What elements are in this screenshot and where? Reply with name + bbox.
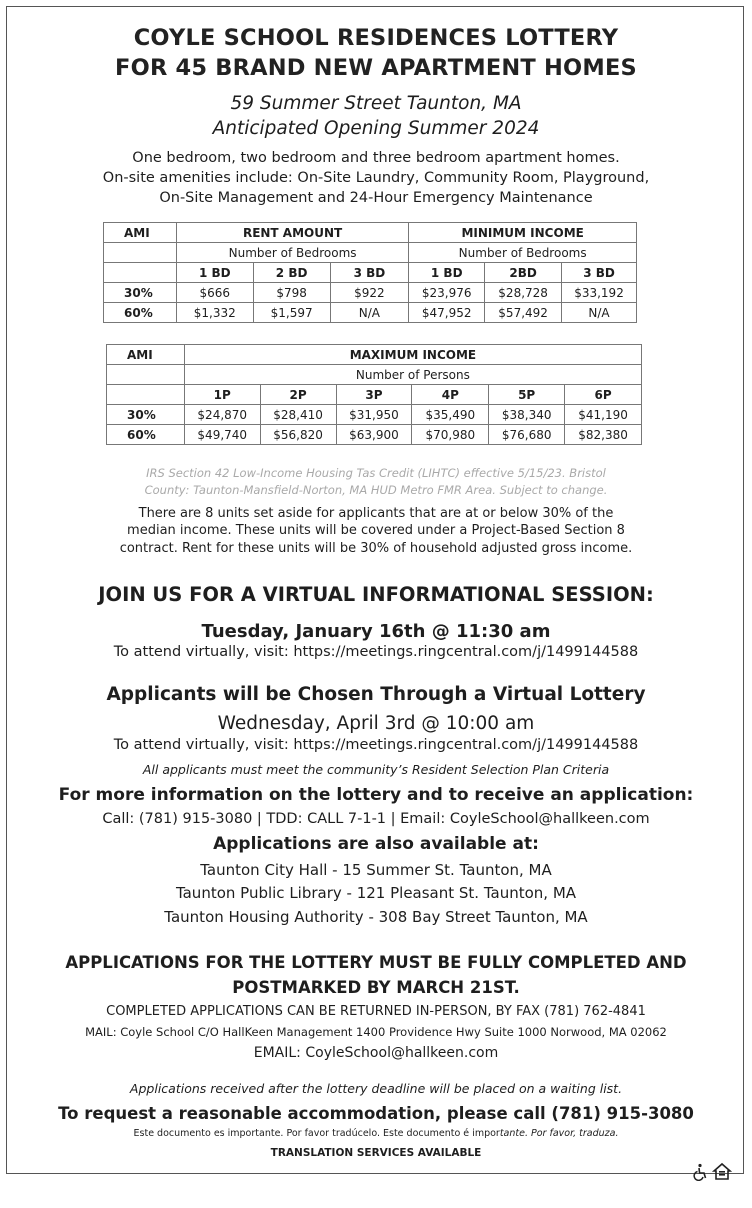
cell: $1,597 [253, 303, 330, 323]
portuguese-note-a: Este documento é impor [379, 1128, 500, 1139]
cell: $47,952 [409, 303, 485, 323]
rent-amount-header: RENT AMOUNT [176, 223, 408, 243]
cell: $49,740 [184, 425, 260, 445]
contact-line: Call: (781) 915-3080 | TDD: CALL 7-1-1 | Email: CoyleSchool@hallkeen.com [102, 811, 650, 827]
location-1: Taunton City Hall - 15 Summer St. Taunton, MA [200, 861, 552, 879]
col-header: 1P [184, 385, 260, 405]
criteria-note: All applicants must meet the community’s Resident Selection Plan Criteria [142, 762, 610, 777]
units-note-3: contract. Rent for these units will be 30% of household adjusted gross income. [119, 541, 633, 556]
col-header: 6P [565, 385, 642, 405]
cell: $35,490 [412, 405, 489, 425]
cell: $56,820 [260, 425, 336, 445]
session-date: Tuesday, January 16th @ 11:30 am [201, 621, 551, 642]
accessibility-icons [691, 1162, 732, 1182]
units-note-2: median income. These units will be covered under a Project-Based Section 8 [127, 523, 625, 538]
session-link[interactable]: To attend virtually, visit: https://meetings.ringcentral.com/j/1499144588 [113, 644, 639, 660]
address: 59 Summer Street Taunton, MA [230, 93, 522, 114]
cell: $31,950 [336, 405, 412, 425]
opening: Anticipated Opening Summer 2024 [212, 118, 540, 139]
min-income-header: MINIMUM INCOME [409, 223, 637, 243]
mail-line: MAIL: Coyle School C/O HallKeen Management 1400 Providence Hwy Suite 1000 Norwood, MA 02062 [85, 1025, 667, 1039]
accommodation-line: To request a reasonable accommodation, please call (781) 915-3080 [58, 1104, 694, 1123]
cell: $82,380 [565, 425, 642, 445]
units-note-1: There are 8 units set aside for applicants that are at or below 30% of the [138, 506, 614, 521]
info-heading: For more information on the lottery and to receive an application: [58, 785, 694, 805]
cell: $922 [330, 283, 409, 303]
col-header: 2BD [485, 263, 562, 283]
cell: $41,190 [565, 405, 642, 425]
deadline-line-1: APPLICATIONS FOR THE LOTTERY MUST BE FULLY COMPLETED AND [65, 953, 687, 972]
table-row [104, 303, 637, 323]
cell: $57,492 [485, 303, 562, 323]
cell: $1,332 [176, 303, 253, 323]
col-header: 5P [489, 385, 565, 405]
cell: $70,980 [412, 425, 489, 445]
cell: N/A [330, 303, 409, 323]
table-row [104, 283, 637, 303]
return-line: COMPLETED APPLICATIONS CAN BE RETURNED IN-PERSON, BY FAX (781) 762-4841 [106, 1004, 646, 1019]
col-header: 2 BD [253, 263, 330, 283]
wheelchair-icon [691, 1163, 709, 1181]
avail-heading: Applications are also available at: [213, 834, 539, 854]
cell: $28,728 [485, 283, 562, 303]
lottery-date: Wednesday, April 3rd @ 10:00 am [217, 713, 535, 734]
col-header: 3 BD [562, 263, 637, 283]
translation-note [0, 1128, 752, 1139]
cell: $38,340 [489, 405, 565, 425]
irs-note-2: County: Taunton-Mansfield-Norton, MA HUD Metro FMR Area. Subject to change. [144, 483, 608, 497]
translation-services: TRANSLATION SERVICES AVAILABLE [270, 1147, 482, 1159]
spanish-note: Este documento es importante. Por favor tradúcelo. [133, 1128, 380, 1139]
desc-line-2: On-site amenities include: On-Site Laundry, Community Room, Playground, [102, 170, 650, 186]
cell: $28,410 [260, 405, 336, 425]
table-row [107, 405, 642, 425]
row-ami: 30% [107, 405, 185, 425]
waiting-list-note: Applications received after the lottery deadline will be placed on a waiting list. [129, 1081, 623, 1096]
email-line: EMAIL: CoyleSchool@hallkeen.com [253, 1045, 499, 1061]
cell: N/A [562, 303, 637, 323]
max-income-header: MAXIMUM INCOME [184, 345, 641, 365]
cell: $24,870 [184, 405, 260, 425]
lottery-link[interactable]: To attend virtually, visit: https://meetings.ringcentral.com/j/1499144588 [113, 737, 639, 753]
cell: $76,680 [489, 425, 565, 445]
ami-header: AMI [107, 345, 185, 365]
title-line-2: FOR 45 BRAND NEW APARTMENT HOMES [115, 55, 637, 81]
desc-line-1: One bedroom, two bedroom and three bedroom apartment homes. [132, 150, 620, 166]
row-ami: 60% [107, 425, 185, 445]
desc-line-3: On-Site Management and 24-Hour Emergency Maintenance [159, 190, 593, 206]
row-ami: 60% [104, 303, 177, 323]
rent-table [103, 222, 637, 323]
cell: $798 [253, 283, 330, 303]
location-3: Taunton Housing Authority - 308 Bay Street Taunton, MA [164, 908, 588, 926]
portuguese-note-b: tante. Por favor, traduza. [499, 1128, 619, 1139]
col-header: 3 BD [330, 263, 409, 283]
cell: $63,900 [336, 425, 412, 445]
row-ami: 30% [104, 283, 177, 303]
col-header: 3P [336, 385, 412, 405]
location-2: Taunton Public Library - 121 Pleasant St. Taunton, MA [175, 884, 577, 902]
max-income-table [106, 344, 642, 445]
table-row [107, 425, 642, 445]
title-line-1: COYLE SCHOOL RESIDENCES LOTTERY [133, 25, 619, 51]
bedrooms-subheader: Number of Bedrooms [409, 243, 637, 263]
bedrooms-subheader: Number of Bedrooms [176, 243, 408, 263]
col-header: 1 BD [409, 263, 485, 283]
col-header: 4P [412, 385, 489, 405]
deadline-line-2: POSTMARKED BY MARCH 21ST. [232, 978, 520, 997]
cell: $33,192 [562, 283, 637, 303]
ami-header: AMI [104, 223, 177, 243]
col-header: 2P [260, 385, 336, 405]
session-heading: JOIN US FOR A VIRTUAL INFORMATIONAL SESSION: [98, 583, 654, 606]
persons-subheader: Number of Persons [184, 365, 641, 385]
irs-note-1: IRS Section 42 Low-Income Housing Tas Credit (LIHTC) effective 5/15/23. Bristol [146, 466, 606, 480]
col-header: 1 BD [176, 263, 253, 283]
equal-housing-icon [712, 1162, 732, 1182]
cell: $666 [176, 283, 253, 303]
lottery-heading: Applicants will be Chosen Through a Virtual Lottery [106, 684, 646, 705]
cell: $23,976 [409, 283, 485, 303]
